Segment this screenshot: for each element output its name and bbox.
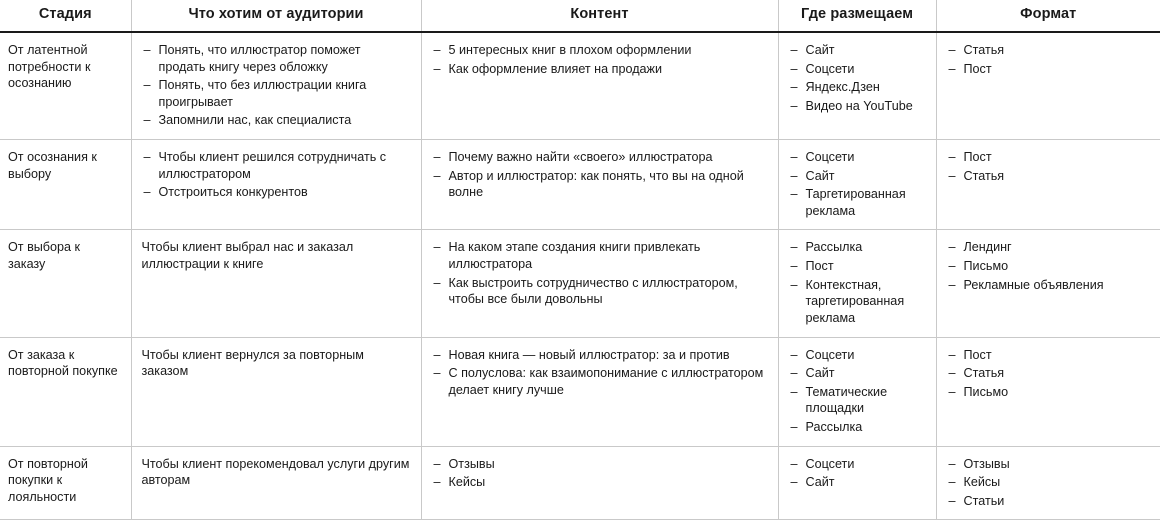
format-item: – Статьи (947, 493, 1151, 510)
format-item: – Письмо (947, 258, 1151, 275)
table-row (0, 230, 1160, 337)
cell-stage (0, 446, 131, 520)
placement-item: – Соцсети (789, 347, 926, 364)
column-header-audience-goal: Что хотим от аудитории (131, 0, 421, 32)
table-row (0, 337, 1160, 446)
placement-item: – Контекстная, таргетированная реклама (789, 277, 926, 327)
format-item: – Статья (947, 365, 1151, 382)
cell-format (936, 446, 1160, 520)
format-list (947, 239, 1151, 293)
format-item: – Пост (947, 347, 1151, 364)
placement-list (789, 42, 926, 114)
placement-item: – Соцсети (789, 456, 926, 473)
placement-item: – Тематические площадки (789, 384, 926, 417)
cell-placement (778, 446, 936, 520)
column-header-format: Формат (936, 0, 1160, 32)
format-item: – Лендинг (947, 239, 1151, 256)
content-item: – С полуслова: как взаимопонимание с иллюстратором делает книгу лучше (432, 365, 768, 398)
placement-item: – Соцсети (789, 61, 926, 78)
table-header (0, 0, 1160, 32)
placement-item: – Видео на YouTube (789, 98, 926, 115)
placement-item: – Рассылка (789, 419, 926, 436)
cell-placement (778, 32, 936, 140)
content-item: – Как оформление влияет на продажи (432, 61, 768, 78)
format-list (947, 456, 1151, 510)
format-item: – Пост (947, 61, 1151, 78)
cell-audience-goal (131, 337, 421, 446)
cell-audience-goal (131, 32, 421, 140)
content-item: – Почему важно найти «своего» иллюстратора (432, 149, 768, 166)
format-list (947, 149, 1151, 184)
placement-item: – Таргетированная реклама (789, 186, 926, 219)
audience-goal-text: Чтобы клиент вернулся за повторным заказом (141, 347, 364, 379)
content-item: – Новая книга — новый иллюстратор: за и против (432, 347, 768, 364)
header-row (0, 0, 1160, 32)
audience-goal-text: Чтобы клиент выбрал нас и заказал иллюстрации к книге (141, 240, 354, 272)
table-row (0, 140, 1160, 230)
placement-item: – Рассылка (789, 239, 926, 256)
placement-item: – Соцсети (789, 149, 926, 166)
column-header-placement: Где размещаем (778, 0, 936, 32)
table-body (0, 32, 1160, 520)
placement-item: – Сайт (789, 474, 926, 491)
cell-content (421, 32, 778, 140)
placement-item: – Сайт (789, 365, 926, 382)
cell-placement (778, 140, 936, 230)
placement-list (789, 149, 926, 219)
cell-content (421, 337, 778, 446)
cell-placement (778, 337, 936, 446)
cell-stage (0, 230, 131, 337)
placement-item: – Яндекс.Дзен (789, 79, 926, 96)
stage-label: От заказа к повторной покупке (8, 347, 118, 379)
placement-list (789, 456, 926, 491)
cell-format (936, 230, 1160, 337)
cell-format (936, 32, 1160, 140)
format-item: – Статья (947, 168, 1151, 185)
content-item: – Отзывы (432, 456, 768, 473)
content-item: – 5 интересных книг в плохом оформлении (432, 42, 768, 59)
content-list (432, 149, 768, 201)
audience-goal-text: Чтобы клиент порекомендовал услуги другим авторам (141, 456, 410, 488)
cell-stage (0, 337, 131, 446)
stage-label: От выбора к заказу (8, 240, 81, 272)
cell-format (936, 337, 1160, 446)
stage-label: От повторной покупки к лояльности (8, 456, 88, 504)
format-item: – Рекламные объявления (947, 277, 1151, 294)
placement-item: – Сайт (789, 42, 926, 59)
content-list (432, 456, 768, 491)
cell-placement (778, 230, 936, 337)
cell-audience-goal (131, 230, 421, 337)
table-row (0, 446, 1160, 520)
cell-content (421, 230, 778, 337)
cell-content (421, 140, 778, 230)
format-item: – Кейсы (947, 474, 1151, 491)
content-item: – Автор и иллюстратор: как понять, что вы на одной волне (432, 168, 768, 201)
format-item: – Отзывы (947, 456, 1151, 473)
audience-goal-item: – Чтобы клиент решился сотрудничать с иллюстратором (142, 149, 411, 182)
format-list (947, 42, 1151, 77)
cell-stage (0, 140, 131, 230)
audience-goal-item: – Понять, что иллюстратор поможет продать книгу через обложку (142, 42, 411, 75)
content-item: – На каком этапе создания книги привлекать иллюстратора (432, 239, 768, 272)
placement-list (789, 347, 926, 436)
stage-label: От осознания к выбору (8, 150, 97, 181)
cell-stage (0, 32, 131, 140)
content-list (432, 347, 768, 399)
format-item: – Пост (947, 149, 1151, 166)
audience-goal-item: – Понять, что без иллюстрации книга проигрывает (142, 77, 411, 110)
placement-item: – Пост (789, 258, 926, 275)
table-row (0, 32, 1160, 140)
format-item: – Письмо (947, 384, 1151, 401)
audience-goal-list (142, 149, 411, 201)
content-item: – Кейсы (432, 474, 768, 491)
column-header-content: Контент (421, 0, 778, 32)
stage-label: От латентной потребности к осознанию (8, 43, 91, 91)
cell-format (936, 140, 1160, 230)
content-list (432, 239, 768, 307)
format-item: – Статья (947, 42, 1151, 59)
cell-content (421, 446, 778, 520)
placement-list (789, 239, 926, 326)
column-header-stage: Стадия (0, 0, 131, 32)
cell-audience-goal (131, 446, 421, 520)
cell-audience-goal (131, 140, 421, 230)
audience-goal-list (142, 42, 411, 129)
audience-goal-item: – Отстроиться конкурентов (142, 184, 411, 201)
audience-goal-item: – Запомнили нас, как специалиста (142, 112, 411, 129)
content-item: – Как выстроить сотрудничество с иллюстратором, чтобы все были довольны (432, 275, 768, 308)
format-list (947, 347, 1151, 401)
placement-item: – Сайт (789, 168, 926, 185)
content-list (432, 42, 768, 77)
